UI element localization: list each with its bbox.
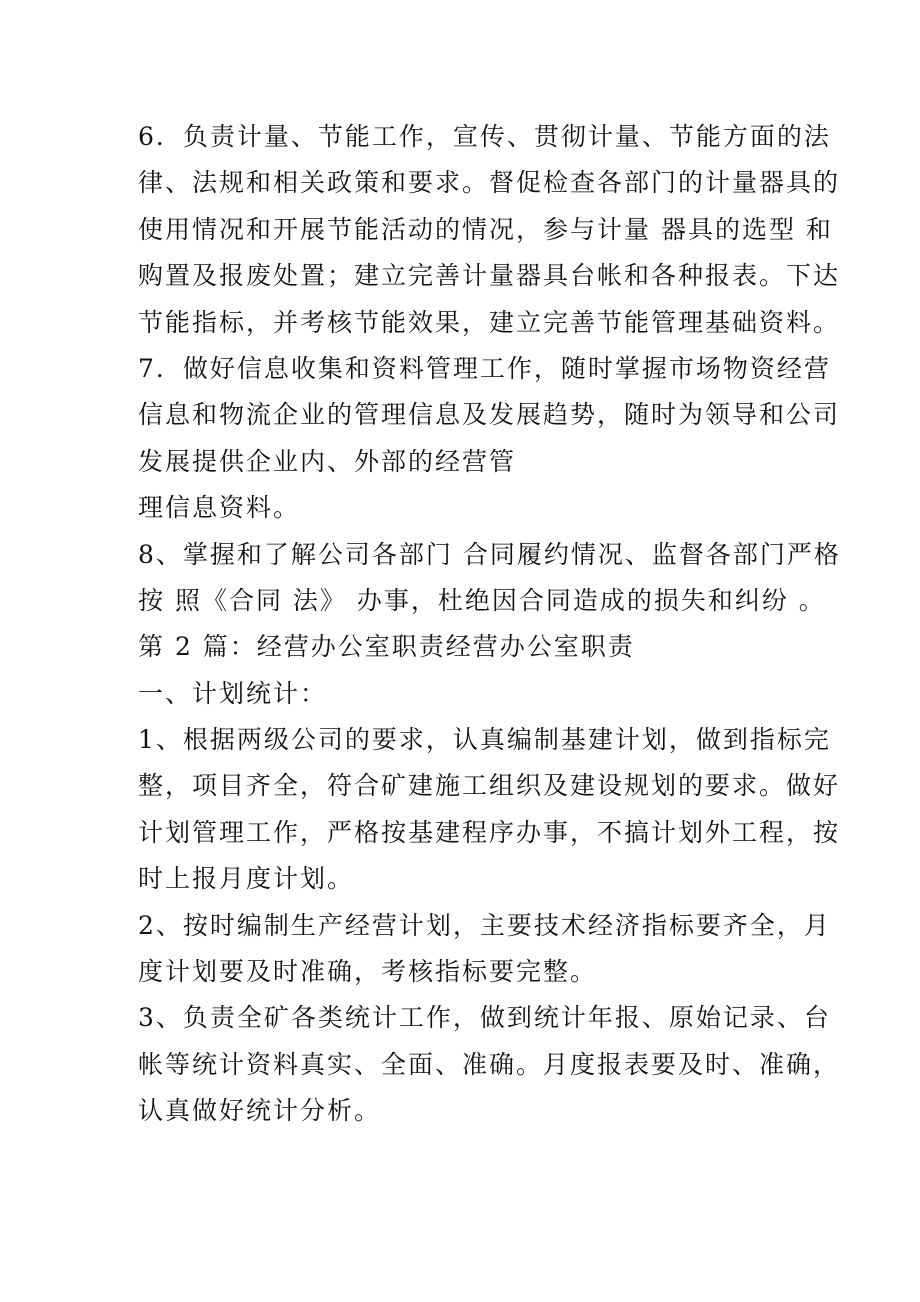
text-line: 使用情况和开展节能活动的情况，参与计量 器具的选型 和	[138, 214, 833, 244]
text-line: 6．负责计量、节能工作，宣传、贯彻计量、节能方面的法	[138, 122, 831, 151]
text-line: 度计划要及时准确，考核指标要完整。	[138, 957, 598, 987]
text-line: 计划管理工作，严格按基建程序办事，不搞计划外工程，按	[138, 817, 841, 847]
text-line: 时上报月度计划。	[138, 864, 355, 894]
text-line: 7．做好信息收集和资料管理工作，随时掌握市场物资经营	[138, 353, 831, 383]
text-line: 节能指标，并考核节能效果，建立完善节能管理基础资料。	[138, 307, 841, 337]
text-line: 理信息资料。	[138, 493, 301, 523]
text-line: 3、负责全矿各类统计工作，做到统计年报、原始记录、台	[138, 1003, 831, 1033]
text-line: 按 照《合同 法》 办事，杜绝因合同造成的损失和纠纷 。	[138, 585, 826, 615]
text-line: 购置及报废处置；建立完善计量器具台帐和各种报表。下达	[138, 261, 841, 291]
text-line: 帐等统计资料真实、全面、准确。月度报表要及时、准确，	[138, 1049, 841, 1079]
text-line: 整，项目齐全，符合矿建施工组织及建设规划的要求。做好	[138, 771, 841, 801]
document-body	[138, 114, 841, 1135]
text-line: 认真做好统计分析。	[138, 1096, 382, 1126]
text-line: 2、按时编制生产经营计划，主要技术经济指标要齐全，月	[138, 910, 831, 940]
text-line: 发展提供企业内、外部的经营管	[138, 446, 517, 476]
section-heading: 第 2 篇：经营办公室职责经营办公室职责	[138, 632, 635, 662]
text-line: 8、掌握和了解公司各部门 合同履约情况、监督各部门严格	[138, 539, 841, 569]
text-line: 1、根据两级公司的要求，认真编制基建计划，做到指标完	[138, 725, 831, 755]
subsection-heading: 一、计划统计：	[138, 678, 328, 708]
text-line: 信息和物流企业的管理信息及发展趋势，随时为领导和公司	[138, 400, 841, 430]
text-line: 律、法规和相关政策和要求。督促检查各部门的计量器具的	[138, 168, 841, 198]
